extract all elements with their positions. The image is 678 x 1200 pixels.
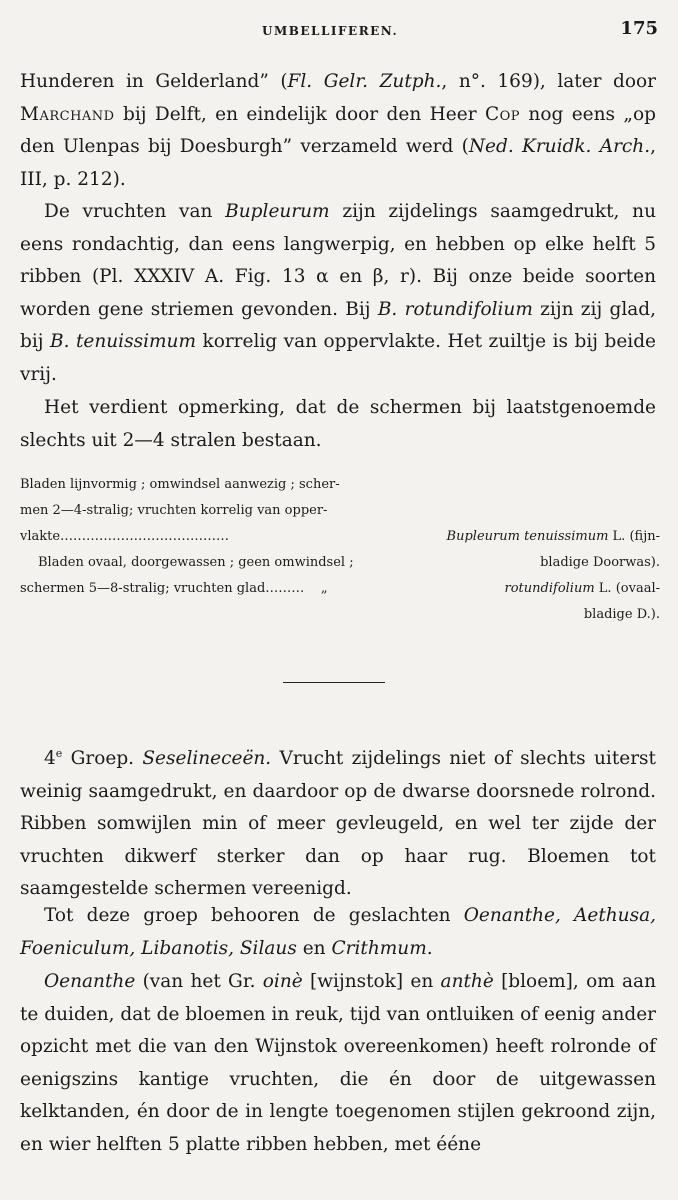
key-line-6: bladige D.). [583,607,660,622]
section-divider [283,682,385,683]
paragraph-1: Hunderen in Gelderland” (Fl. Gelr. Zutph., n°. 169), later door Marchand bij Delft, en eindelijk door den Heer Cop nog eens „op den Ulenpas bij Doesburgh” verzameld werd (Ned. Kruidk. Arch., III, p. 212). [20,71,657,190]
paragraph-5: Tot deze groep behooren de geslachten Oenanthe, Aethusa, Foeniculum, Libanotis, Silaus en Crithmum. [20,905,656,959]
paragraph-4: 4e Groep. Seselineceën. Vrucht zijdelings niet of slechts uiterst weinig saamgedrukt, en daardoor op de dwarse doorsnede rolrond. Ribben somwijlen min of meer gevleugeld, en wel ter zijde der vruchten dikwerf sterker dan op haar rug. Bloemen tot saamgestelde schermen vereenigd. [20,747,656,900]
page-number: 175 [620,18,658,39]
key-line-2: men 2—4-stralig; vruchten korrelig van opper- [20,503,328,518]
running-header: UMBELLIFEREN. [262,24,399,38]
paragraph-3: Het verdient opmerking, dat de schermen bij laatstgenoemde slechts uit 2—4 stralen bestaan. [20,397,656,451]
paragraph-6: Oenanthe (van het Gr. oinè [wijnstok] en anthè [bloem], om aan te duiden, dat de bloemen in reuk, tijd van ontluiken of eenig ander opzicht met die van den Wijnstok overeenkomen) heeft rolronde of eenigszins kantige vruchten, die én door de uitgewassen kelktanden, én door de in lengte toegenomen stijlen gekroond zijn, en wier helften 5 platte ribben hebben, met ééne [20,971,657,1155]
key-line-3: vlakte………………………………… Bupleurum tenuissimum L. (fijn- [20,529,660,544]
key-line-5: schermen 5—8-stralig; vruchten glad……… „ rotundifolium L. (ovaal- [20,581,660,596]
identification-key [20,472,660,628]
key-line-4: Bladen ovaal, doorgewassen ; geen omwindsel ; bladige Doorwas). [38,555,660,570]
paragraph-2: De vruchten van Bupleurum zijn zijdelings saamgedrukt, nu eens rondachtig, dan eens langwerpig, en hebben op elke helft 5 ribben (Pl. XXXIV A. Fig. 13 α en β, r). Bij onze beide soorten worden gene striemen gevonden. Bij B. rotundifolium zijn zij glad, bij B. tenuissimum korrelig van oppervlakte. Het zuiltje is bij beide vrij. [20,201,656,385]
key-line-1: Bladen lijnvormig ; omwindsel aanwezig ; scher- [20,477,340,492]
